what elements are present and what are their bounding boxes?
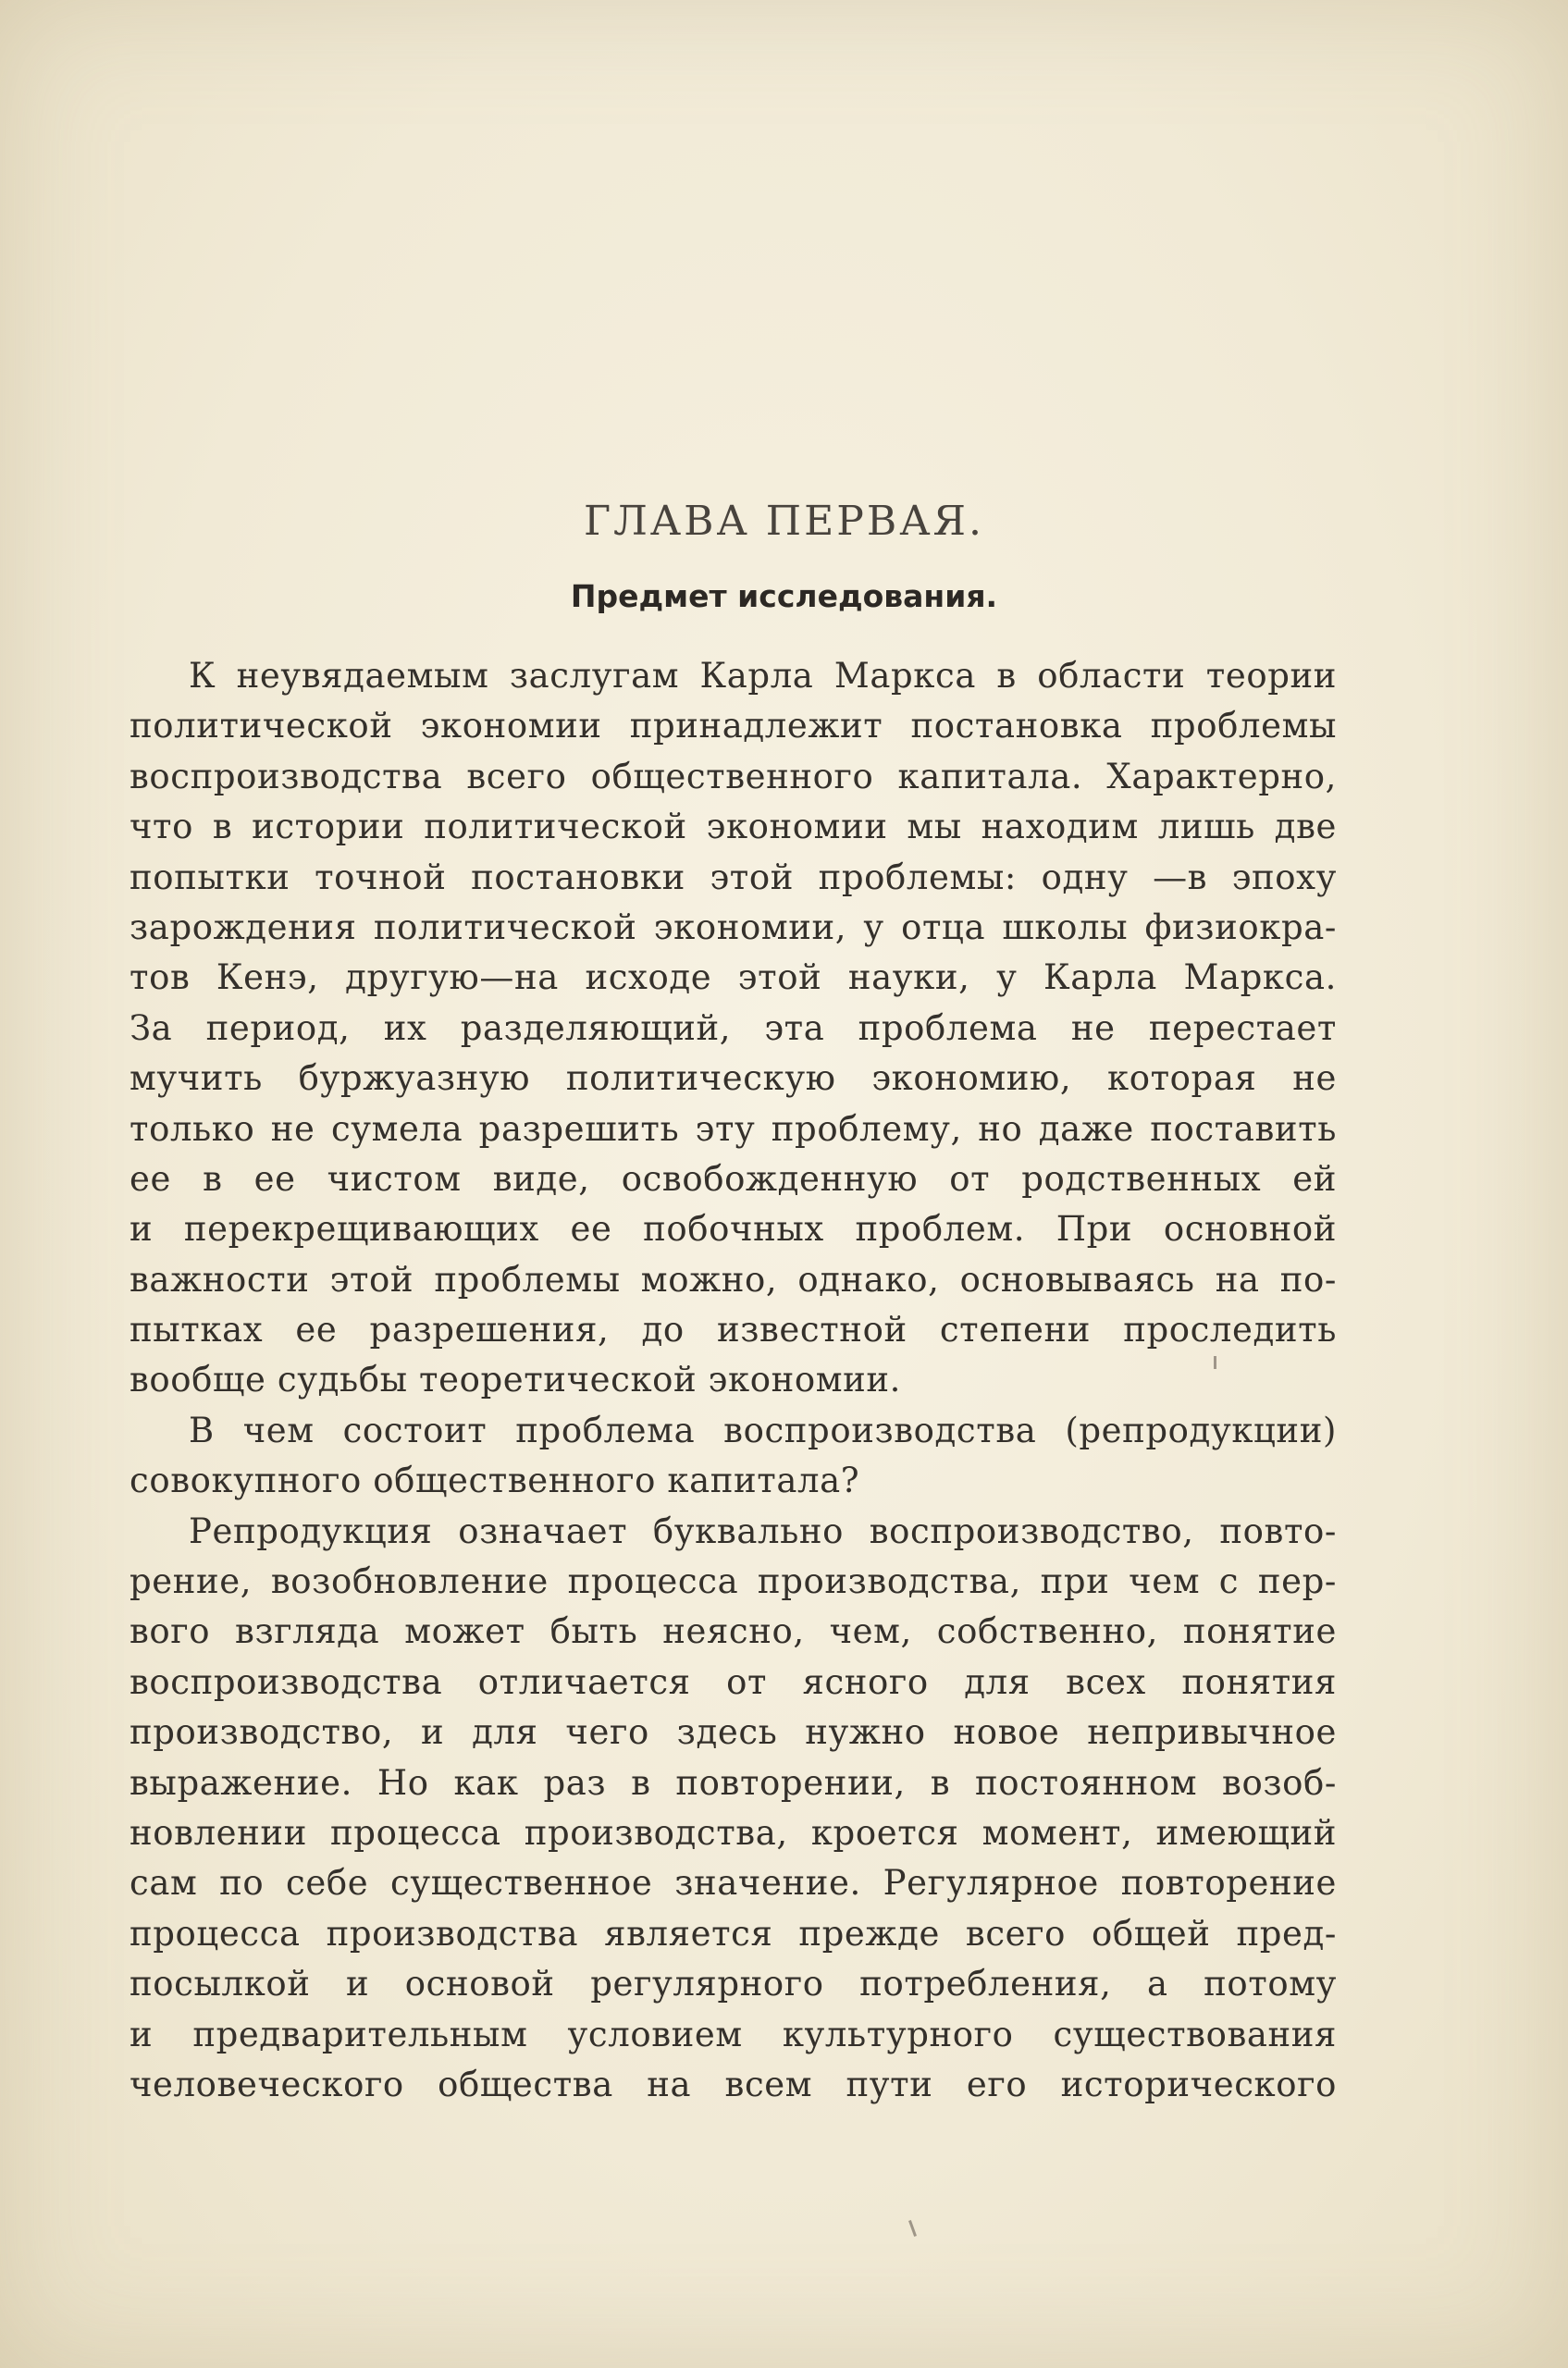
text-line: и перекрещивающих ее побочных проблем. При основной — [130, 1209, 1337, 1250]
text-line: вообще судьбы теоретической экономии. — [130, 1360, 901, 1400]
text-line: воспроизводства всего общественного капитала. Характерно, — [130, 756, 1337, 796]
text-line: ее в ее чистом виде, освобожденную от родственных ей — [130, 1158, 1337, 1199]
text-line: воспроизводства отличается от ясного для всех понятия — [130, 1661, 1337, 1702]
text-line: что в истории политической экономии мы находим лишь две — [130, 807, 1337, 847]
text-line: сам по себе существенное значение. Регулярное повторение — [130, 1863, 1337, 1904]
section-title: Предмет исследования. — [570, 578, 998, 614]
text-line: только не сумела разрешить эту проблему, но даже поставить — [130, 1108, 1337, 1149]
text-line: рение, возобновление процесса производства, при чем с пер- — [130, 1561, 1337, 1602]
text-line: Репродукция означает буквально воспроизводство, повто- — [189, 1511, 1337, 1551]
text-line: и предварительным условием культурного существования — [130, 2014, 1337, 2054]
text-line: попытки точной постановки этой проблемы: одну —в эпоху — [130, 857, 1337, 897]
text-line: В чем состоит проблема воспроизводства (репродукции) — [189, 1410, 1337, 1450]
body-text — [130, 651, 1337, 2110]
text-line: важности этой проблемы можно, однако, основываясь на по- — [130, 1259, 1337, 1300]
text-line: посылкой и основой регулярного потребления, а потому — [130, 1964, 1337, 2004]
text-line: политической экономии принадлежит постановка проблемы — [130, 706, 1337, 746]
text-line: совокупного общественного капитала? — [130, 1461, 860, 1501]
text-line: выражение. Но как раз в повторении, в постоянном возоб- — [130, 1762, 1337, 1803]
text-line: К неувядаемым заслугам Карла Маркса в области теории — [189, 656, 1337, 696]
text-line: зарождения политической экономии, у отца школы физиокра- — [130, 906, 1337, 947]
text-line: За период, их разделяющий, эта проблема не перестает — [130, 1007, 1337, 1048]
text-line: мучить буржуазную политическую экономию, которая не — [130, 1058, 1337, 1099]
text-line: новлении процесса производства, кроется момент, имеющий — [130, 1812, 1337, 1853]
text-line: тов Кенэ, другую—на исходе этой науки, у Карла Маркса. — [130, 957, 1337, 998]
text-line: вого взгляда может быть неясно, чем, собственно, понятие — [130, 1611, 1337, 1652]
text-line: человеческого общества на всем пути его исторического — [130, 2064, 1337, 2104]
text-line: процесса производства является прежде всего общей пред- — [130, 1913, 1337, 1954]
chapter-title: ГЛАВА ПЕРВАЯ. — [583, 498, 985, 545]
text-line: пытках ее разрешения, до известной степени проследить — [130, 1310, 1337, 1350]
text-line: производство, и для чего здесь нужно новое непривычное — [130, 1712, 1337, 1753]
paper-speck — [1214, 1356, 1216, 1369]
